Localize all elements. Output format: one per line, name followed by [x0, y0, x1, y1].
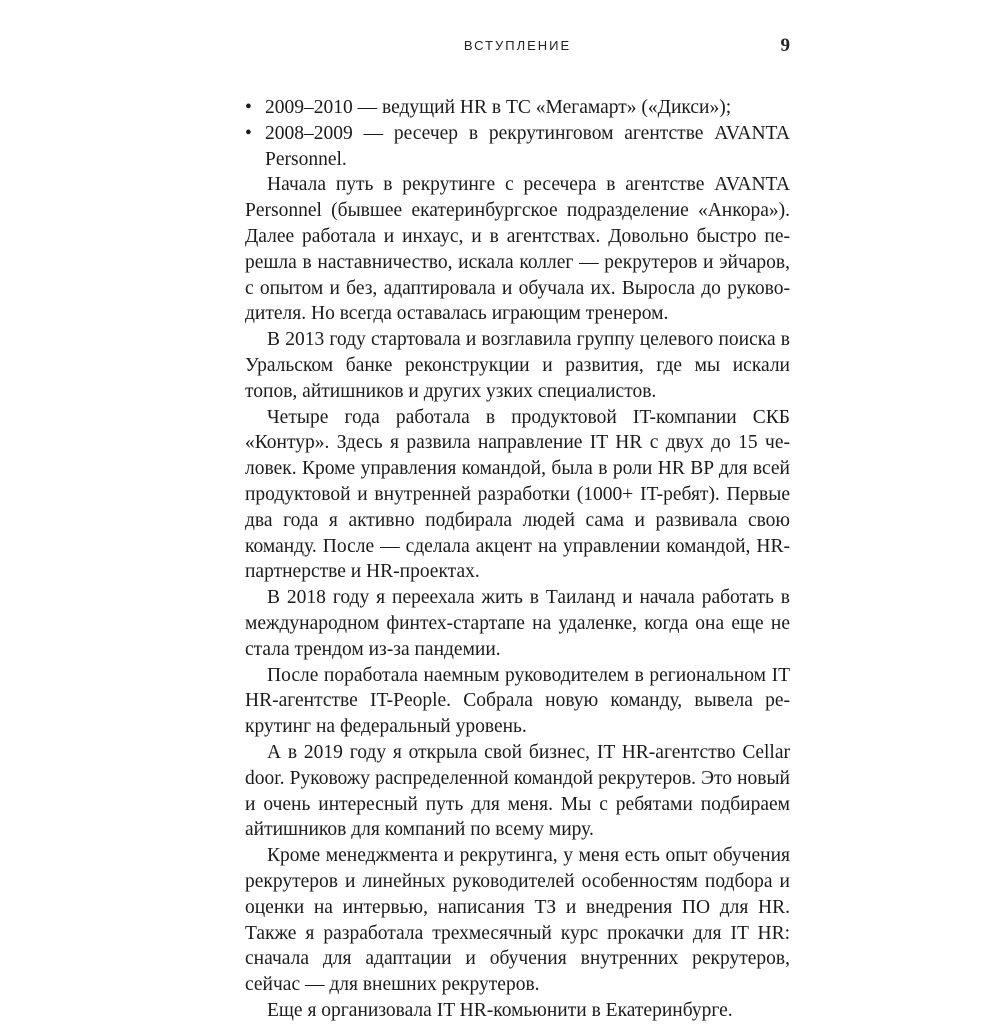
paragraph: Еще я организовала IT HR-комьюнити в Екатеринбурге. — [267, 999, 733, 1021]
paragraph: После поработала наемным руководителем в региональном IT HR-агентстве IT-People. Собрала новую команду, вывела рекрутинг на федеральный уровень. — [245, 664, 790, 738]
list-item — [245, 95, 790, 121]
list-item — [245, 121, 790, 173]
paragraph: В 2018 году я переехала жить в Таиланд и начала работать в международном финтех-стартапе на удаленке, когда она еще не стала трендом из-за пандемии. — [245, 587, 790, 660]
page-number: 9 — [780, 35, 790, 56]
bullet-icon: • — [245, 97, 252, 118]
paragraph: В 2013 году стартовала и возглавила группу целевого поиска в Уральском банке реконструкции и развития, где мы искали топов, айтишников и других узких специалистов. — [245, 329, 790, 402]
running-head — [245, 36, 790, 56]
list-item-text: 2009–2010 — ведущий HR в ТС «Мегамарт» («Дикси»); — [265, 97, 732, 118]
paragraph: Начала путь в рекрутинге с ресечера в агентстве AVANTA Personnel (бывшее екатеринбургское подразделение «Анкора»). Далее работала и инхаус, и в агентствах. Довольно быстро перешла в наставничество, искала коллег — рекрутеров и эйчаров, с опытом и без, адаптировала и обучала их. Выросла до руководителя. Но всегда оставалась играющим тренером. — [245, 174, 790, 325]
list-item-text: 2008–2009 — ресечер в рекрутинговом агентстве AVANTA Personnel. — [265, 122, 790, 170]
career-list — [245, 95, 790, 172]
paragraph: Четыре года работала в продуктовой IT-компании СКБ «Контур». Здесь я развила направление IT HR с двух до 15 человек. Кроме управления командой, была в роли HR BP для всей продуктовой и внутренней разработки (1000+ IT-ребят). Первые два года я активно подбирала людей сама и развивала свою команду. После — сделала акцент на управлении командой, HR-партнерстве и HR-проектах. — [245, 406, 790, 583]
body-text — [245, 95, 790, 1024]
section-title: ВСТУПЛЕНИЕ — [463, 38, 572, 53]
paragraph: Кроме менеджмента и рекрутинга, у меня есть опыт обучения рекрутеров и линейных руководителей особенностям подбора и оценки на интервью, написания ТЗ и внедрения ПО для HR. Также я разработала трехмесячный курс прокачки для IT HR: сначала для адаптации и обучения внутренних рекрутеров, сейчас — для внешних рекрутеров. — [245, 845, 790, 996]
bullet-icon: • — [245, 122, 252, 144]
paragraph: А в 2019 году я открыла свой бизнес, IT HR-агентство Cellar door. Руковожу распределенной командой рекрутеров. Это новый и очень интересный путь для меня. Мы с ребятами подбираем айтишников для компаний по всему миру. — [245, 741, 790, 841]
